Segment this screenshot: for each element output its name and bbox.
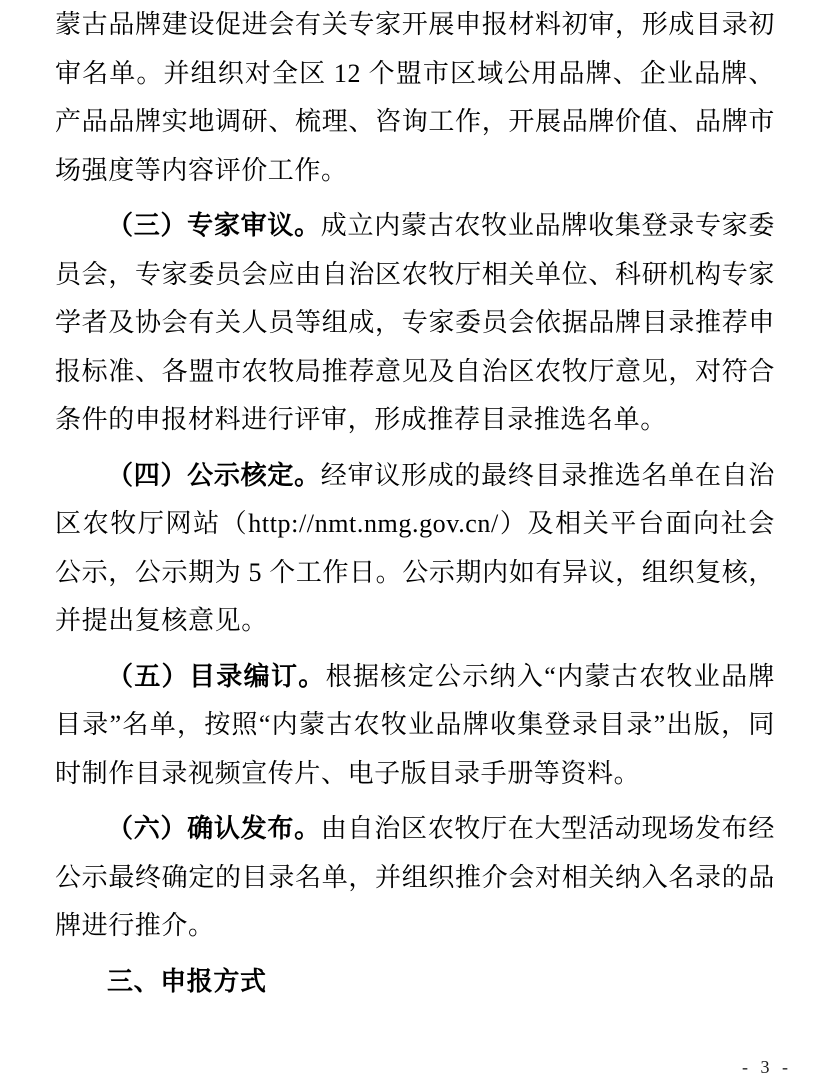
item-label-6: （六）确认发布。 bbox=[107, 813, 321, 843]
item-label-4: （四）公示核定。 bbox=[107, 459, 321, 490]
section-heading-label: 三、申报方式 bbox=[107, 965, 267, 996]
paragraph-item-6 bbox=[55, 804, 775, 951]
paragraph-text: 成立内蒙古农牧业品牌收集登录专家委员会，专家委员会应由自治区农牧厅相关单位、科研机构专家学者及协会有关人员等组成，专家委员会依据品牌目录推荐申报标准、各盟市农牧局推荐意见及自治区农牧厅意见，对符合条件的申报材料进行评审，形成推荐目录推选名单。 bbox=[55, 211, 775, 434]
paragraph-item-4 bbox=[55, 451, 775, 646]
item-label-5: （五）目录编订。 bbox=[107, 660, 326, 691]
paragraph-text: 蒙古品牌建设促进会有关专家开展申报材料初审，形成目录初审名单。并组织对全区 12 个盟市区域公用品牌、企业品牌、产品品牌实地调研、梳理、咨询工作，开展品牌价值、品牌市场强度等内容评价工作。 bbox=[55, 10, 775, 185]
paragraph-item-3 bbox=[55, 201, 775, 445]
paragraph-continuation bbox=[55, 1, 775, 195]
paragraph-item-5 bbox=[55, 652, 775, 799]
page-number: - 3 - bbox=[742, 1057, 792, 1077]
paragraph-text: 由自治区农牧厅在大型活动现场发布经公示最终确定的目录名单，并组织推介会对相关纳入名录的品牌进行推介。 bbox=[55, 814, 775, 940]
document-page bbox=[55, 1, 775, 1012]
item-label-3: （三）专家审议。 bbox=[107, 210, 321, 240]
paragraph-text: 根据核定公示纳入“内蒙古农牧业品牌目录”名单，按照“内蒙古农牧业品牌收集登录目录”出版，同时制作目录视频宣传片、电子版目录手册等资料。 bbox=[55, 661, 775, 788]
section-heading bbox=[55, 957, 775, 1007]
paragraph-text: 经审议形成的最终目录推选名单在自治区农牧厅网站（http://nmt.nmg.gov.cn/）及相关平台面向社会公示，公示期为 5 个工作日。公示期内如有异议，组织复核，并提出复核意见。 bbox=[55, 460, 775, 635]
